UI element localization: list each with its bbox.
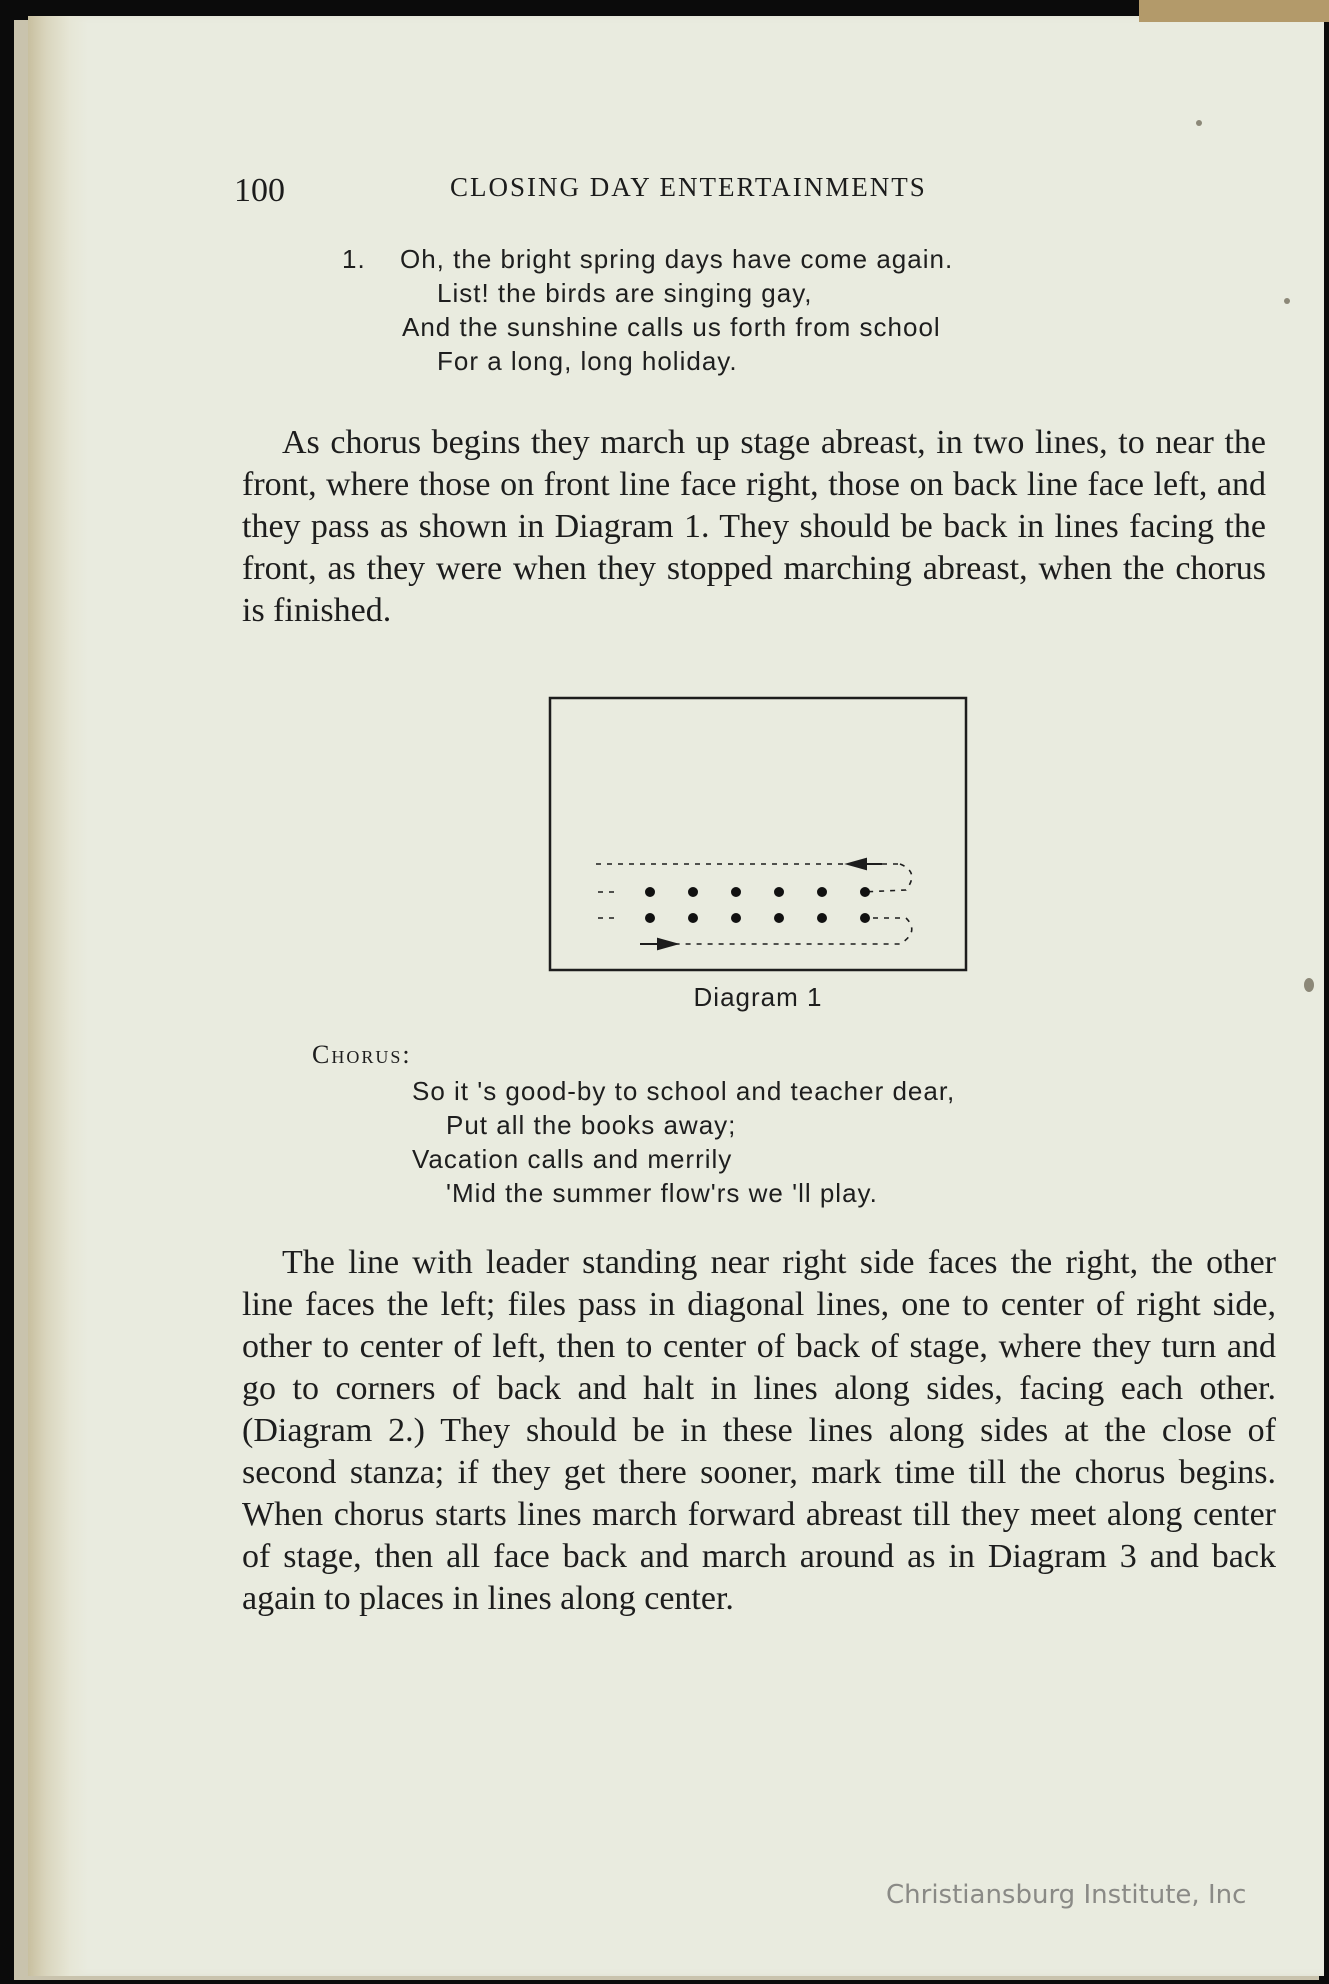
stanza-line: And the sunshine calls us forth from school (402, 312, 941, 342)
marcher-dot (774, 887, 784, 897)
marcher-dot (860, 887, 870, 897)
stanza-line: For a long, long holiday. (437, 346, 738, 376)
direction-arrows (640, 859, 882, 949)
chorus-line: 'Mid the summer flow'rs we 'll play. (446, 1178, 878, 1208)
page-gutter (28, 16, 88, 1976)
marcher-dot (860, 913, 870, 923)
paper-speck (1304, 978, 1314, 992)
running-title: CLOSING DAY ENTERTAINMENTS (450, 172, 927, 202)
marcher-dots (645, 887, 870, 923)
arrow-left-icon (848, 859, 866, 869)
paper-speck (1196, 120, 1202, 126)
page-header (234, 170, 1064, 210)
stage-direction-paragraph-2: The line with leader standing near right side faces the right, the other line faces the left; files pass in diagonal lines, one to center of right side, other to center of left, then to center of back of stage, where they turn and go to corners of back and halt in lines along sides, facing each other. (Diagram 2.) They should be in these lines along sides at the close of second stanza; if they get there sooner, mark time till the chorus begins. When chorus starts lines march forward abreast till they meet along center of stage, then all face back and march around as in Diagram 3 and back again to places in lines along center. (242, 1244, 1276, 1617)
chorus-verse (412, 1076, 955, 1212)
march-path-upper-return (862, 864, 912, 892)
marcher-dot (688, 887, 698, 897)
chorus-line: Put all the books away; (446, 1110, 737, 1140)
stanza-line: List! the birds are singing gay, (437, 278, 813, 308)
marcher-dot (688, 913, 698, 923)
chorus-heading: Chorus: (312, 1040, 412, 1069)
marcher-dot (645, 887, 655, 897)
torn-corner (1139, 0, 1329, 22)
chorus-line: Vacation calls and merrily (412, 1144, 733, 1174)
marcher-dot (731, 887, 741, 897)
diagram-1 (548, 696, 968, 976)
marcher-dot (645, 913, 655, 923)
march-paths (596, 864, 912, 944)
chorus-line: So it 's good-by to school and teacher dear, (412, 1076, 956, 1106)
stanza-number: 1. (342, 244, 366, 274)
stanza-line-text: Oh, the bright spring days have come again. (400, 244, 954, 274)
marcher-dot (731, 913, 741, 923)
stanza-one (342, 244, 953, 380)
marcher-dot (817, 913, 827, 923)
stanza-line (342, 244, 953, 278)
diagram-caption: Diagram 1 (693, 982, 823, 1012)
marcher-dot (817, 887, 827, 897)
march-path-lower-return (638, 918, 912, 944)
stage-direction-paragraph-1: As chorus begins they march up stage abreast, in two lines, to near the front, where those on front line face right, those on back line face left, and they pass as shown in Diagram 1. They should be back in lines facing the front, as they were when they stopped marching abreast, when the chorus is finished. (242, 424, 1266, 629)
arrow-right-icon (658, 939, 676, 949)
page-number: 100 (234, 172, 285, 209)
stage-outline (550, 698, 966, 970)
watermark: Christiansburg Institute, Inc (886, 1880, 1247, 1910)
marcher-dot (774, 913, 784, 923)
paper-speck (1284, 298, 1290, 304)
